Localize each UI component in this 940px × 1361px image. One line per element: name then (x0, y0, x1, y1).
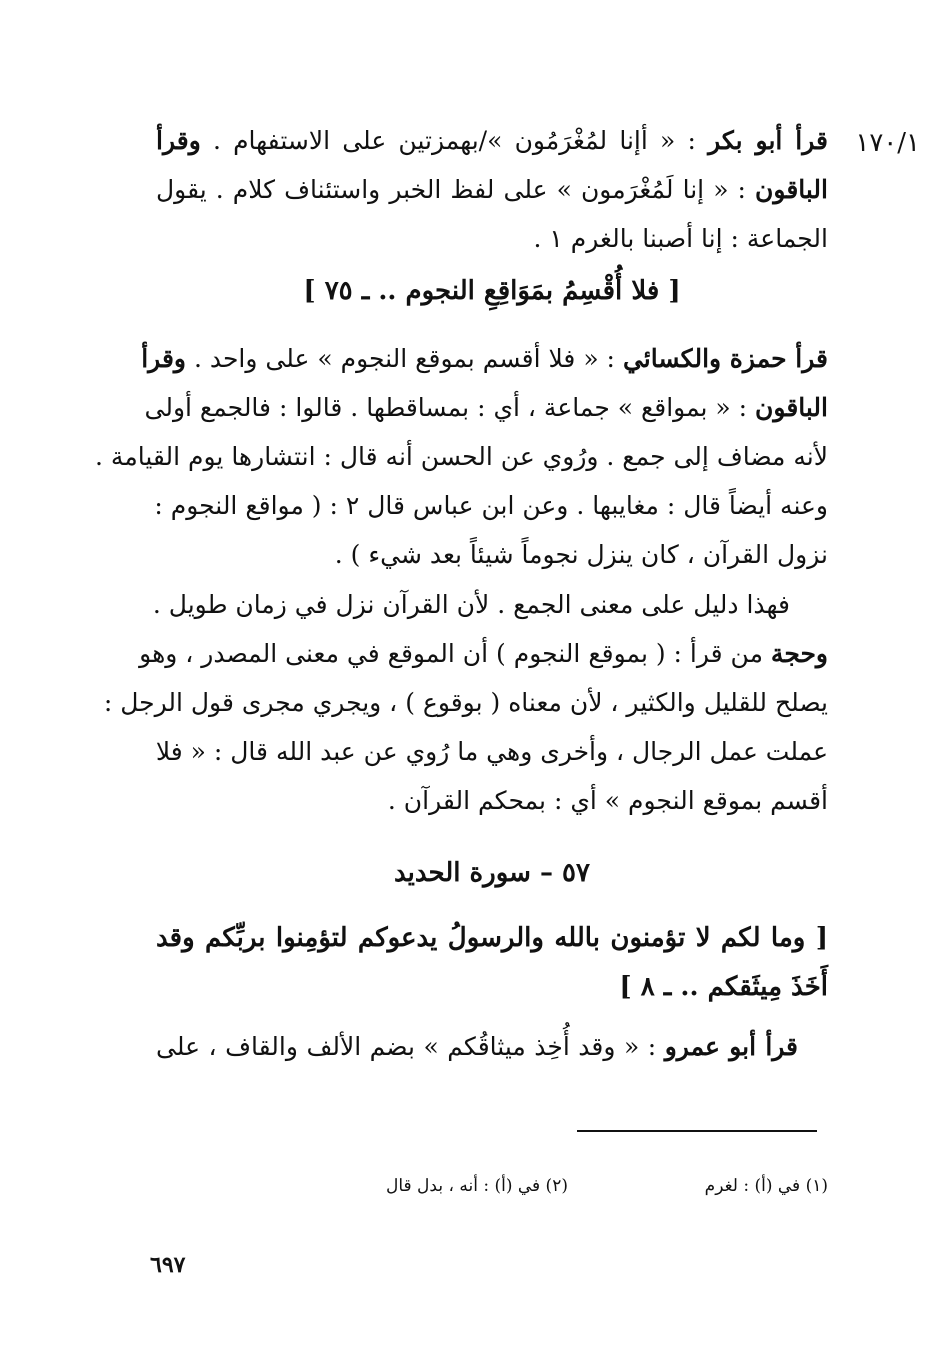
paragraph-hamza-kisai (95, 334, 828, 579)
reader-name: وقرأ (156, 126, 201, 155)
footnote-divider (577, 1130, 817, 1132)
text-line (139, 629, 828, 678)
text-line: يصلح للقليل والكثير ، لأن معناه ( بوقوع ) ، ويجري مجرى قول الرجل : (103, 688, 828, 717)
page-number: ٦٩٧ (150, 1252, 186, 1278)
text-line (156, 165, 828, 214)
verse-heading-75: [ فلا أُقْسِمُ بمَوَاقِعِ النجوم .. ـ ٧٥ ] (303, 276, 681, 306)
reader-name: وقرأ (141, 344, 186, 373)
text-line: [ وما لكم لا تؤمنون بالله والرسولُ يدعوكم لتؤمِنوا بربِّكم وقد (156, 923, 828, 953)
text-line (141, 334, 828, 383)
reader-name: الباقون (755, 175, 828, 204)
text-line: أَخَذَ مِيثَقكم .. ـ ٨ ] (619, 972, 828, 1002)
text-line: أقسم بموقع النجوم » أي : بمحكم القرآن . (387, 786, 828, 815)
text-line: وعنه أيضاً قال : مغايبها . وعن ابن عباس قال ٢ : ( مواقع النجوم : (154, 491, 828, 520)
paragraph-abu-amr (156, 1022, 828, 1071)
text-line: لأنه مضاف إلى جمع . ورُوي عن الحسن أنه قال : انتشارها يوم القيامة . (95, 442, 828, 471)
text-line (144, 383, 828, 432)
paragraph-abu-bakr (156, 116, 828, 263)
text-line: نزول القرآن ، كان ينزل نجوماً شيئاً بعد شيء ) . (334, 540, 828, 569)
text-line (156, 1022, 828, 1071)
reader-name: وحجة (770, 639, 828, 668)
footnote-2: (٢) في (أ) : أنه ، بدل قال (386, 1176, 568, 1196)
margin-reference: ١٧٠/١ (855, 128, 920, 158)
text-span: : « إنا لَمُغْرَمون » على لفظ الخبر واستئناف كلام . يقول (156, 175, 756, 204)
reader-name: قرأ أبو عمرو (664, 1032, 799, 1061)
text-span: : « أإنا لمُغْرَمُون »/بهمزتين على الاستفهام . (200, 126, 709, 155)
text-line: فهذا دليل على معنى الجمع . لأن القرآن نزل في زمان طويل . (152, 590, 790, 619)
text-span: : « وقد أُخِذ ميثاقُكم » بضم الألف والقاف ، على (156, 1032, 665, 1061)
text-line (156, 116, 828, 165)
verse-block-8 (156, 914, 828, 1012)
footnote-1: (١) في (أ) : لغرم (704, 1176, 828, 1196)
text-line: عملت عمل الرجال ، وأخرى وهي ما رُوي عن عبد الله قال : « فلا (155, 737, 828, 766)
text-span: : « بمواقع » جماعة ، أي : بمساقطها . قالوا : فالجمع أولى (144, 393, 756, 422)
text-span: : « فلا أقسم بموقع النجوم » على واحد . (186, 344, 623, 373)
text-span: من قرأ : ( بموقع النجوم ) أن الموقع في معنى المصدر ، وهو (139, 639, 771, 668)
surah-heading: ٥٧ – سورة الحديد (394, 858, 590, 888)
paragraph-evidence (103, 580, 828, 825)
footnotes (156, 1176, 828, 1196)
reader-name: قرأ حمزة والكسائي (622, 344, 828, 373)
text-line: الجماعة : إنا أصبنا بالغرم ١ . (533, 224, 828, 253)
reader-name: الباقون (755, 393, 828, 422)
reader-name: قرأ أبو بكر (708, 126, 828, 155)
